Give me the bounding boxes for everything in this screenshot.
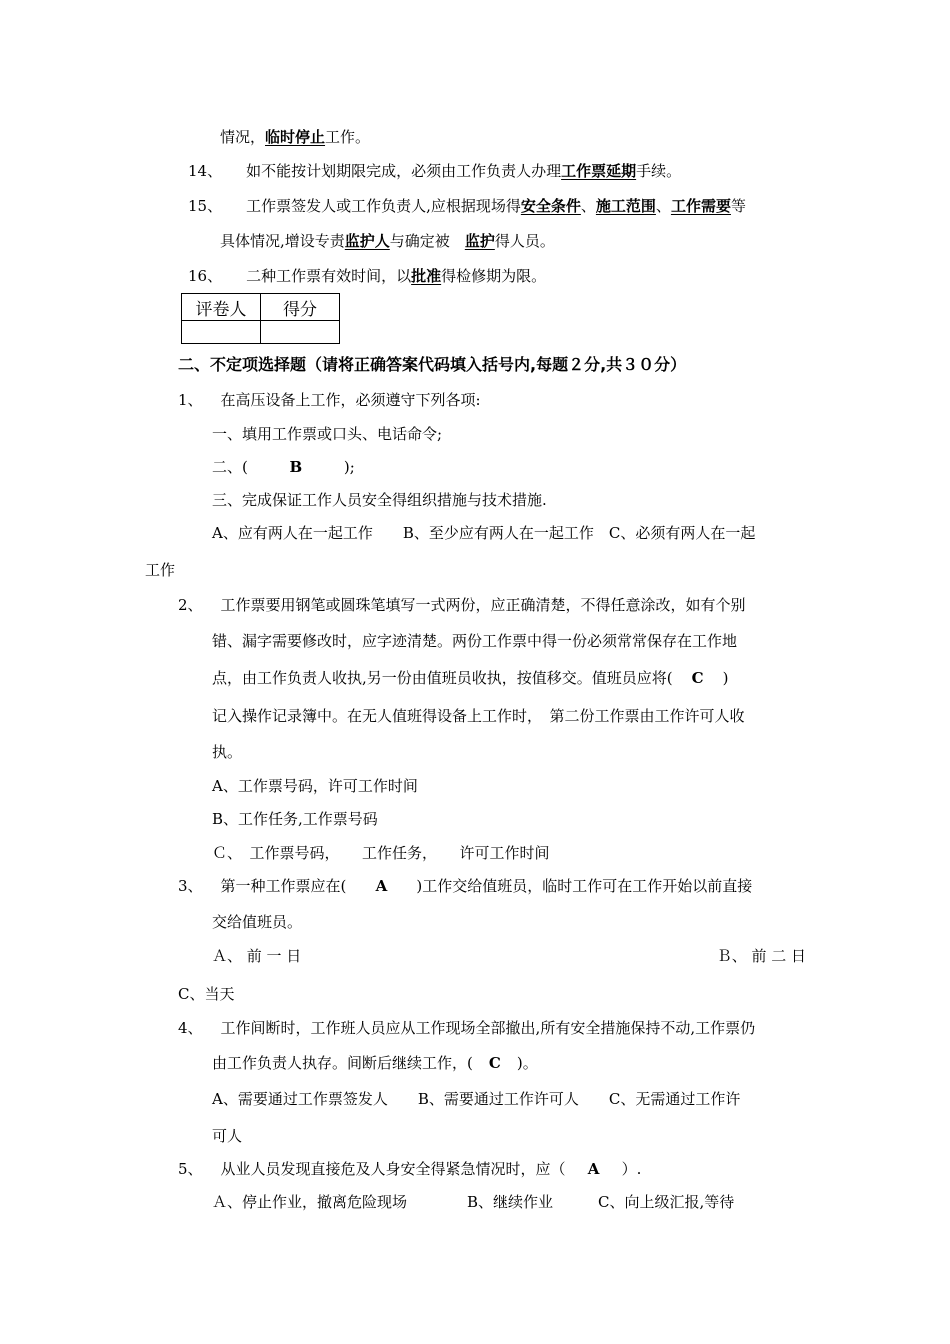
q4-options: A、需要通过工作票签发人 B、需要通过工作许可人 C、无需通过工作许	[212, 1090, 741, 1108]
q2-line1: 2、 工作票要用钢笔或圆珠笔填写一式两份，应正确清楚，不得任意涂改，如有个别	[178, 596, 746, 614]
item-15: 15、 工作票签发人或工作负责人,应根据现场得安全条件、施工范围、工作需要等	[188, 197, 746, 215]
q2-option-c: Ｃ、 工作票号码， 工作任务， 许可工作时间	[212, 844, 550, 862]
grader-header: 评卷人	[182, 294, 261, 321]
q1-stem: 1、 在高压设备上工作，必须遵守下列各项:	[178, 391, 481, 409]
q2-line2: 错、漏字需要修改时，应字迹清楚。两份工作票中得一份必须常常保存在工作地	[212, 632, 738, 650]
q3-line2: 交给值班员。	[212, 913, 303, 931]
score-cell[interactable]	[261, 321, 340, 344]
q3-option-a: Ａ、 前 一 日	[212, 947, 302, 965]
q1-options: A、应有两人在一起工作 B、至少应有两人在一起工作 C、必须有两人在一起	[212, 524, 756, 542]
q1-options-wrap: 工作	[145, 561, 176, 579]
q1-item2: 二、( B );	[212, 458, 355, 476]
item-14: 14、 如不能按计划期限完成，必须由工作负责人办理工作票延期手续。	[188, 162, 682, 180]
item-16: 16、 二种工作票有效时间，以批准得检修期为限。	[188, 267, 547, 285]
q4-line2: 由工作负责人执存。间断后继续工作，( C )。	[212, 1054, 538, 1072]
section-title: 二、不定项选择题（请将正确答案代码填入括号内,每题２分,共３０分）	[178, 355, 687, 374]
q2-line3: 点，由工作负责人收执,另一份由值班员收执，按值移交。值班员应将( C )	[212, 669, 729, 687]
q3-option-b: Ｂ、 前 二 日	[716, 947, 806, 965]
item-15-line2: 具体情况,增设专责监护人与确定被 监护得人员。	[220, 232, 555, 250]
q3-options-ab	[212, 946, 806, 966]
q1-item3: 三、完成保证工作人员安全得组织措施与技术措施.	[212, 491, 547, 509]
q4-options-wrap: 可人	[212, 1127, 243, 1145]
q3-line1: 3、 第一种工作票应在( A )工作交给值班员，临时工作可在工作开始以前直接	[178, 877, 753, 895]
q5-options: Ａ、停止作业，撤离危险现场 B、继续作业 C、向上级汇报,等待	[212, 1193, 735, 1211]
q1-item1: 一、填用工作票或口头、电话命令;	[212, 425, 443, 443]
q2-line5: 执。	[212, 743, 243, 761]
score-table	[181, 293, 340, 344]
q2-option-b: B、工作任务,工作票号码	[212, 810, 378, 828]
q4-line1: 4、 工作间断时，工作班人员应从工作现场全部撤出,所有安全措施保持不动,工作票仍	[178, 1019, 756, 1037]
q2-option-a: A、工作票号码，许可工作时间	[212, 777, 418, 795]
line-cont13: 情况，临时停止工作。	[220, 128, 371, 146]
score-header: 得分	[261, 294, 340, 321]
q3-option-c: C、当天	[178, 985, 235, 1003]
grader-cell[interactable]	[182, 321, 261, 344]
q5-line1: 5、 从业人员发现直接危及人身安全得紧急情况时，应（ A ）.	[178, 1160, 642, 1178]
q2-line4: 记入操作记录簿中。在无人值班得设备上工作时， 第二份工作票由工作许可人收	[212, 707, 745, 725]
